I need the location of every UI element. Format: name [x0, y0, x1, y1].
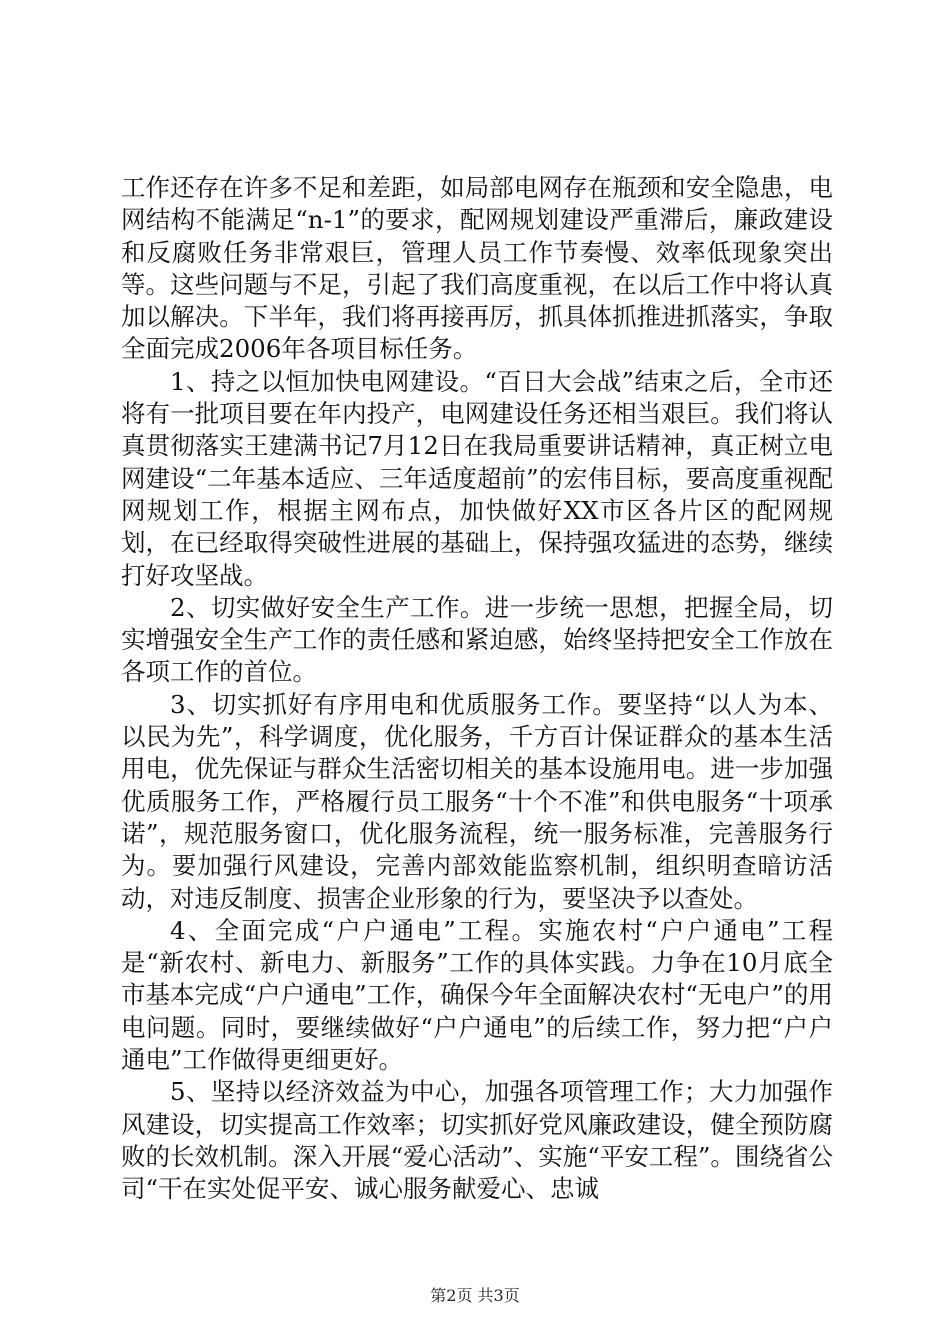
- paragraph-item-5: 5、坚持以经济效益为中心，加强各项管理工作；大力加强作风建设，切实提高工作效率；切实抓好党风廉政建设，健全预防腐败的长效机制。深入开展“爱心活动”、实施“平安工程”。围绕省公司“干在实处促平安、诚心服务献爱心、忠诚: [121, 1077, 833, 1204]
- paragraph-item-4: 4、全面完成“户户通电”工程。实施农村“户户通电”工程是“新农村、新电力、新服务”工作的具体实践。力争在10月底全市基本完成“户户通电”工作，确保今年全面解决农村“无电户”的用电问题。同时，要继续做好“户户通电”的后续工作，努力把“户户通电”工作做得更细更好。: [121, 915, 833, 1075]
- paragraph-item-2: 2、切实做好安全生产工作。进一步统一思想，把握全局，切实增强安全生产工作的责任感和紧迫感，始终坚持把安全工作放在各项工作的首位。: [121, 592, 833, 687]
- page-number-footer: 第2页 共3页: [430, 1286, 520, 1305]
- paragraph-continuation: 工作还存在许多不足和差距，如局部电网存在瓶颈和安全隐患，电网结构不能满足“n-1”的要求，配网规划建设严重滞后，廉政建设和反腐败任务非常艰巨，管理人员工作节奏慢、效率低现象突出等。这些问题与不足，引起了我们高度重视，在以后工作中将认真加以解决。下半年，我们将再接再厉，抓具体抓推进抓落实，争取全面完成2006年各项目标任务。: [121, 173, 833, 364]
- paragraph-item-1: 1、持之以恒加快电网建设。“百日大会战”结束之后，全市还将有一批项目要在年内投产，电网建设任务还相当艰巨。我们将认真贯彻落实王建满书记7月12日在我局重要讲话精神，真正树立电网建设“二年基本适应、三年适度超前”的宏伟目标，要高度重视配网规划工作，根据主网布点，加快做好XX市区各片区的配网规划，在已经取得突破性进展的基础上，保持强攻猛进的态势，继续打好攻坚战。: [121, 366, 833, 590]
- paragraph-item-3: 3、切实抓好有序用电和优质服务工作。要坚持“以人为本、以民为先”，科学调度，优化服务，千方百计保证群众的基本生活用电，优先保证与群众生活密切相关的基本设施用电。进一步加强优质服务工作，严格履行员工服务“十个不准”和供电服务“十项承诺”，规范服务窗口，优化服务流程，统一服务标准，完善服务行为。要加强行风建设，完善内部效能监察机制，组织明查暗访活动，对违反制度、损害企业形象的行为，要坚决予以查处。: [121, 689, 833, 913]
- document-body: [121, 172, 833, 1206]
